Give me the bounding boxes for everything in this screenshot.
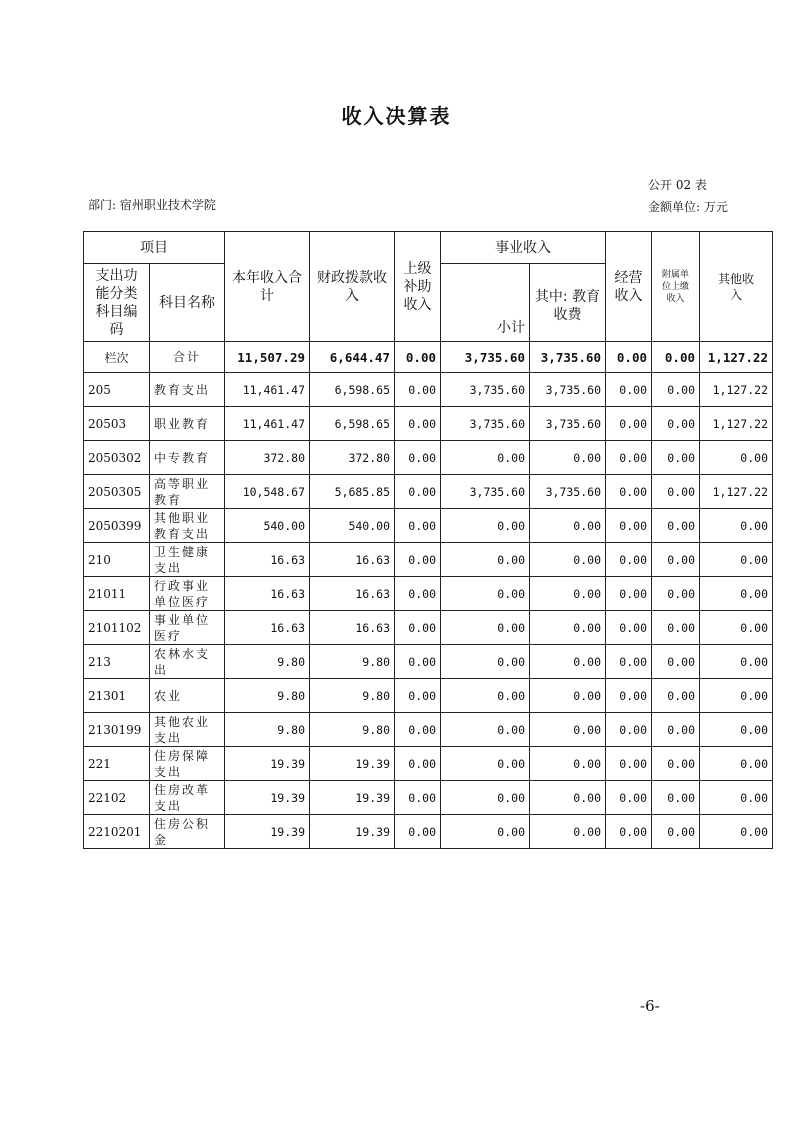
- row-value-cell: 0.00: [700, 543, 773, 577]
- row-value-cell: 0.00: [530, 509, 606, 543]
- total-cell: 6,644.47: [310, 342, 395, 373]
- row-value-cell: 0.00: [530, 747, 606, 781]
- row-code: 21301: [84, 679, 150, 713]
- row-value-cell: 3,735.60: [441, 407, 530, 441]
- row-value-cell: 0.00: [395, 441, 441, 475]
- row-value-cell: 0.00: [700, 747, 773, 781]
- row-value-cell: 0.00: [652, 781, 700, 815]
- row-value-cell: 16.63: [310, 543, 395, 577]
- table-row: [84, 407, 773, 441]
- row-value-cell: 0.00: [700, 781, 773, 815]
- row-value-cell: 0.00: [395, 407, 441, 441]
- row-value-cell: 0.00: [530, 577, 606, 611]
- row-value-cell: 0.00: [606, 577, 652, 611]
- row-value-cell: 0.00: [700, 713, 773, 747]
- header-item: 项目: [84, 232, 225, 264]
- department-label: 部门: 宿州职业技术学院: [88, 198, 216, 212]
- row-code: 20503: [84, 407, 150, 441]
- row-value-cell: 0.00: [606, 407, 652, 441]
- row-value-cell: 1,127.22: [700, 475, 773, 509]
- row-value-cell: 0.00: [530, 815, 606, 849]
- table-row: [84, 713, 773, 747]
- row-value-cell: 0.00: [530, 679, 606, 713]
- row-value-cell: 6,598.65: [310, 373, 395, 407]
- row-value-cell: 0.00: [652, 679, 700, 713]
- row-value-cell: 0.00: [530, 543, 606, 577]
- header-superior-subsidy: 上级补助收入: [395, 232, 441, 342]
- table-row: [84, 815, 773, 849]
- form-number: 公开 02 表: [648, 178, 707, 192]
- row-value-cell: 9.80: [225, 679, 310, 713]
- table-body: [84, 342, 773, 849]
- row-value-cell: 19.39: [310, 781, 395, 815]
- row-code: 2101102: [84, 611, 150, 645]
- row-value-cell: 3,735.60: [441, 373, 530, 407]
- row-value-cell: 0.00: [530, 781, 606, 815]
- table-row: [84, 475, 773, 509]
- row-value-cell: 0.00: [606, 373, 652, 407]
- row-value-cell: 0.00: [530, 441, 606, 475]
- row-value-cell: 0.00: [606, 713, 652, 747]
- header-function-code: 支出功能分类科目编码: [84, 264, 150, 342]
- row-code: 22102: [84, 781, 150, 815]
- row-value-cell: 0.00: [606, 509, 652, 543]
- row-value-cell: 0.00: [441, 645, 530, 679]
- row-value-cell: 11,461.47: [225, 373, 310, 407]
- row-value-cell: 0.00: [395, 713, 441, 747]
- row-value-cell: 16.63: [310, 611, 395, 645]
- row-code: 2130199: [84, 713, 150, 747]
- row-value-cell: 0.00: [441, 815, 530, 849]
- row-value-cell: 11,461.47: [225, 407, 310, 441]
- amount-unit-label: 金额单位: 万元: [648, 200, 728, 214]
- row-value-cell: 0.00: [652, 373, 700, 407]
- row-code: 2210201: [84, 815, 150, 849]
- row-value-cell: 0.00: [606, 747, 652, 781]
- total-row-name: 合计: [150, 342, 225, 373]
- row-value-cell: 0.00: [441, 543, 530, 577]
- table-row: [84, 747, 773, 781]
- row-value-cell: 0.00: [606, 679, 652, 713]
- row-subject-name: 农林水支出: [150, 645, 225, 679]
- row-value-cell: 0.00: [700, 577, 773, 611]
- row-value-cell: 19.39: [225, 781, 310, 815]
- row-value-cell: 0.00: [395, 577, 441, 611]
- row-subject-name: 事业单位医疗: [150, 611, 225, 645]
- header-operating-income: 经营收入: [606, 232, 652, 342]
- row-value-cell: 0.00: [652, 441, 700, 475]
- row-value-cell: 5,685.85: [310, 475, 395, 509]
- row-value-cell: 0.00: [441, 611, 530, 645]
- row-value-cell: 0.00: [395, 815, 441, 849]
- row-value-cell: 0.00: [700, 645, 773, 679]
- header-subject-name: 科目名称: [150, 264, 225, 342]
- table-row: [84, 373, 773, 407]
- page-title: 收入决算表: [341, 104, 452, 128]
- row-value-cell: 0.00: [395, 475, 441, 509]
- row-value-cell: 9.80: [310, 713, 395, 747]
- row-subject-name: 职业教育: [150, 407, 225, 441]
- row-value-cell: 0.00: [395, 509, 441, 543]
- row-value-cell: 16.63: [310, 577, 395, 611]
- table-row: [84, 645, 773, 679]
- row-value-cell: 0.00: [530, 611, 606, 645]
- row-value-cell: 9.80: [225, 713, 310, 747]
- row-value-cell: 3,735.60: [530, 407, 606, 441]
- row-value-cell: 0.00: [441, 441, 530, 475]
- total-row: [84, 342, 773, 373]
- row-value-cell: 19.39: [310, 815, 395, 849]
- row-value-cell: 0.00: [652, 475, 700, 509]
- row-code: 2050302: [84, 441, 150, 475]
- row-value-cell: 0.00: [606, 441, 652, 475]
- total-cell: 0.00: [395, 342, 441, 373]
- row-subject-name: 住房保障支出: [150, 747, 225, 781]
- row-value-cell: 0.00: [441, 577, 530, 611]
- total-cell: 3,735.60: [530, 342, 606, 373]
- row-value-cell: 10,548.67: [225, 475, 310, 509]
- row-subject-name: 住房公积金: [150, 815, 225, 849]
- header-other-income: 其他收入: [700, 232, 773, 342]
- header-total-income: 本年收入合计: [225, 232, 310, 342]
- row-value-cell: 3,735.60: [441, 475, 530, 509]
- row-value-cell: 16.63: [225, 611, 310, 645]
- total-row-label: 栏次: [84, 342, 150, 373]
- row-code: 2050399: [84, 509, 150, 543]
- row-value-cell: 0.00: [606, 781, 652, 815]
- header-education-fee: 其中: 教育收费: [530, 288, 606, 342]
- row-code: 221: [84, 747, 150, 781]
- row-code: 21011: [84, 577, 150, 611]
- table-row: [84, 679, 773, 713]
- row-subject-name: 教育支出: [150, 373, 225, 407]
- table-row: [84, 577, 773, 611]
- row-value-cell: 372.80: [310, 441, 395, 475]
- row-value-cell: 9.80: [310, 645, 395, 679]
- row-value-cell: 0.00: [652, 747, 700, 781]
- row-value-cell: 0.00: [441, 679, 530, 713]
- table-row: [84, 781, 773, 815]
- row-value-cell: 0.00: [441, 747, 530, 781]
- row-value-cell: 0.00: [606, 645, 652, 679]
- row-value-cell: 1,127.22: [700, 373, 773, 407]
- header-subtotal: 小计: [441, 264, 530, 342]
- row-value-cell: 0.00: [652, 611, 700, 645]
- row-value-cell: 9.80: [310, 679, 395, 713]
- row-value-cell: 0.00: [395, 679, 441, 713]
- income-final-accounts-table: [83, 231, 773, 849]
- row-value-cell: 540.00: [225, 509, 310, 543]
- row-value-cell: 0.00: [652, 407, 700, 441]
- total-cell: 0.00: [652, 342, 700, 373]
- table-row: [84, 441, 773, 475]
- row-value-cell: 0.00: [395, 645, 441, 679]
- row-value-cell: 372.80: [225, 441, 310, 475]
- row-code: 205: [84, 373, 150, 407]
- row-value-cell: 0.00: [395, 611, 441, 645]
- row-code: 2050305: [84, 475, 150, 509]
- row-value-cell: 16.63: [225, 577, 310, 611]
- row-value-cell: 0.00: [700, 509, 773, 543]
- row-value-cell: 540.00: [310, 509, 395, 543]
- row-value-cell: 19.39: [310, 747, 395, 781]
- table-row: [84, 509, 773, 543]
- row-value-cell: 9.80: [225, 645, 310, 679]
- row-subject-name: 高等职业教育: [150, 475, 225, 509]
- table-row: [84, 611, 773, 645]
- row-value-cell: 3,735.60: [530, 475, 606, 509]
- row-value-cell: 0.00: [606, 475, 652, 509]
- row-value-cell: 3,735.60: [530, 373, 606, 407]
- row-code: 210: [84, 543, 150, 577]
- row-value-cell: 0.00: [441, 781, 530, 815]
- row-value-cell: 0.00: [652, 577, 700, 611]
- row-value-cell: 0.00: [652, 645, 700, 679]
- row-value-cell: 0.00: [700, 679, 773, 713]
- row-value-cell: 19.39: [225, 815, 310, 849]
- row-subject-name: 农业: [150, 679, 225, 713]
- page-number: -6-: [640, 997, 660, 1015]
- row-subject-name: 行政事业单位医疗: [150, 577, 225, 611]
- row-value-cell: 0.00: [652, 509, 700, 543]
- total-cell: 0.00: [606, 342, 652, 373]
- row-value-cell: 0.00: [606, 543, 652, 577]
- row-code: 213: [84, 645, 150, 679]
- row-subject-name: 其他农业支出: [150, 713, 225, 747]
- header-fiscal-appropriation: 财政拨款收入: [310, 232, 395, 342]
- row-value-cell: 0.00: [700, 611, 773, 645]
- header-business-income: 事业收入: [441, 232, 606, 264]
- row-value-cell: 0.00: [395, 747, 441, 781]
- row-subject-name: 其他职业教育支出: [150, 509, 225, 543]
- row-value-cell: 0.00: [652, 543, 700, 577]
- row-value-cell: 0.00: [441, 509, 530, 543]
- row-value-cell: 1,127.22: [700, 407, 773, 441]
- row-value-cell: 0.00: [395, 543, 441, 577]
- row-value-cell: 19.39: [225, 747, 310, 781]
- total-cell: 1,127.22: [700, 342, 773, 373]
- row-value-cell: 0.00: [395, 781, 441, 815]
- row-subject-name: 住房改革支出: [150, 781, 225, 815]
- row-value-cell: 0.00: [441, 713, 530, 747]
- row-value-cell: 0.00: [395, 373, 441, 407]
- row-value-cell: 0.00: [652, 815, 700, 849]
- row-value-cell: 0.00: [700, 441, 773, 475]
- table-row: [84, 543, 773, 577]
- row-value-cell: 0.00: [530, 713, 606, 747]
- total-cell: 3,735.60: [441, 342, 530, 373]
- row-subject-name: 中专教育: [150, 441, 225, 475]
- row-value-cell: 0.00: [606, 611, 652, 645]
- row-value-cell: 0.00: [530, 645, 606, 679]
- total-cell: 11,507.29: [225, 342, 310, 373]
- row-value-cell: 0.00: [652, 713, 700, 747]
- row-value-cell: 0.00: [700, 815, 773, 849]
- row-value-cell: 6,598.65: [310, 407, 395, 441]
- row-value-cell: 0.00: [606, 815, 652, 849]
- table-header: [84, 232, 773, 342]
- header-affiliated-unit-income: 附属单位上缴收入: [652, 232, 700, 342]
- row-subject-name: 卫生健康支出: [150, 543, 225, 577]
- row-value-cell: 16.63: [225, 543, 310, 577]
